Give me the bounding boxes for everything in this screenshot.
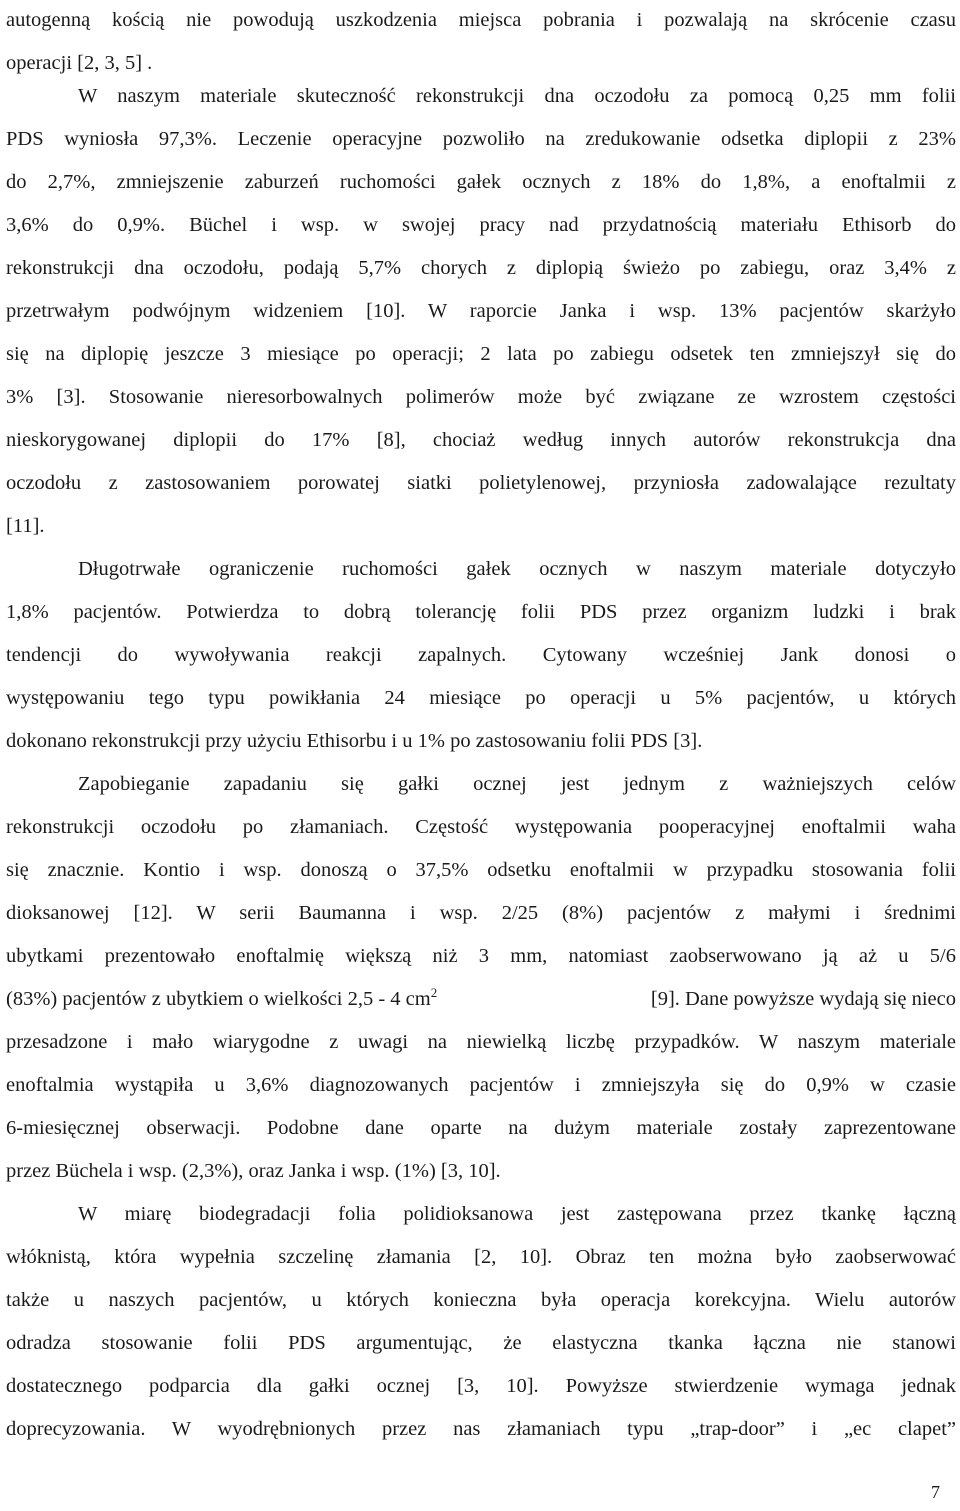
text-line: przez Büchela i wsp. (2,3%), oraz Janka i wsp. (1%) [3, 10].: [6, 1160, 501, 1182]
paragraph-first-line: Zapobieganie zapadaniu się gałki ocznej jest jednym z ważniejszych celów: [78, 773, 956, 795]
text-line: [11].: [6, 515, 45, 537]
text-line: się znacznie. Kontio i wsp. donoszą o 37,5% odsetku enoftalmii w przypadku stosowania folii: [6, 859, 956, 881]
text-line: rekonstrukcji dna oczodołu, podają 5,7% chorych z diplopią świeżo po zabiegu, oraz 3,4% z: [6, 257, 956, 279]
text-line: dokonano rekonstrukcji przy użyciu Ethisorbu i u 1% po zastosowaniu folii PDS [3].: [6, 730, 703, 752]
text-line: występowaniu tego typu powikłania 24 miesiące po operacji u 5% pacjentów, u których: [6, 687, 956, 709]
text-line: enoftalmia wystąpiła u 3,6% diagnozowanych pacjentów i zmniejszyła się do 0,9% w czasie: [6, 1074, 956, 1096]
text-line: ubytkami prezentowało enoftalmię większą niż 3 mm, natomiast zaobserwowano ją aż u 5/6: [6, 945, 956, 967]
text-segment: (83%) pacjentów z ubytkiem o wielkości 2,5 - 4 $cm^2$: [6, 985, 438, 1010]
text-line: tendencji do wywoływania reakcji zapalnych. Cytowany wcześniej Jank donosi o: [6, 644, 956, 666]
text-line: do 2,7%, zmniejszenie zaburzeń ruchomości gałek ocznych z 18% do 1,8%, a enoftalmii z: [6, 171, 956, 193]
text-line: PDS wyniosła 97,3%. Leczenie operacyjne pozwoliło na zredukowanie odsetka diplopii z 23%: [6, 128, 956, 150]
text-line: operacji [2, 3, 5] .: [6, 52, 153, 74]
text-line: autogenną kością nie powodują uszkodzenia miejsca pobrania i pozwalają na skrócenie czasu: [6, 9, 956, 31]
text-line: dostatecznego podparcia dla gałki ocznej [3, 10]. Powyższe stwierdzenie wymaga jednak: [6, 1375, 956, 1397]
text-line: się na diplopię jeszcze 3 miesiące po operacji; 2 lata po zabiegu odsetek ten zmniejszył się do: [6, 343, 956, 365]
paragraph-first-line: Długotrwałe ograniczenie ruchomości gałek ocznych w naszym materiale dotyczyło: [78, 558, 956, 580]
text-line: oczodołu z zastosowaniem porowatej siatki polietylenowej, przyniosła zadowalające rezultaty: [6, 472, 956, 494]
text-line: rekonstrukcji oczodołu po złamaniach. Częstość występowania pooperacyjnej enoftalmii waha: [6, 816, 956, 838]
text-line-with-superscript: [6, 985, 956, 1013]
page-number: 7: [931, 1482, 940, 1502]
superscript: 2: [430, 985, 438, 1000]
paragraph-first-line: W miarę biodegradacji folia polidioksanowa jest zastępowana przez tkankę łączną: [78, 1203, 956, 1225]
text-line: włóknistą, która wypełnia szczelinę złamania [2, 10]. Obraz ten można było zaobserwować: [6, 1246, 956, 1268]
paragraph-first-line: W naszym materiale skuteczność rekonstrukcji dna oczodołu za pomocą 0,25 mm folii: [78, 85, 956, 107]
text-line: doprecyzowania. W wyodrębnionych przez nas złamaniach typu „trap-door” i „ec clapet”: [6, 1418, 956, 1440]
text-line: 1,8% pacjentów. Potwierdza to dobrą tolerancję folii PDS przez organizm ludzki i brak: [6, 601, 956, 623]
text-segment: [9]. Dane powyższe wydają się nieco: [650, 988, 956, 1010]
text-line: 6-miesięcznej obserwacji. Podobne dane oparte na dużym materiale zostały zaprezentowane: [6, 1117, 956, 1139]
text-line: przetrwałym podwójnym widzeniem [10]. W raporcie Janka i wsp. 13% pacjentów skarżyło: [6, 300, 956, 322]
text-line: 3% [3]. Stosowanie nieresorbowalnych polimerów może być związane ze wzrostem częstości: [6, 386, 956, 408]
text-line: 3,6% do 0,9%. Büchel i wsp. w swojej pracy nad przydatnością materiału Ethisorb do: [6, 214, 956, 236]
text-line: nieskorygowanej diplopii do 17% [8], chociaż według innych autorów rekonstrukcja dna: [6, 429, 956, 451]
text-line: odradza stosowanie folii PDS argumentując, że elastyczna tkanka łączna nie stanowi: [6, 1332, 956, 1354]
text-line: dioksanowej [12]. W serii Baumanna i wsp. 2/25 (8%) pacjentów z małymi i średnimi: [6, 902, 956, 924]
text-line: także u naszych pacjentów, u których konieczna była operacja korekcyjna. Wielu autorów: [6, 1289, 956, 1311]
text-line: przesadzone i mało wiarygodne z uwagi na niewielką liczbę przypadków. W naszym materiale: [6, 1031, 956, 1053]
